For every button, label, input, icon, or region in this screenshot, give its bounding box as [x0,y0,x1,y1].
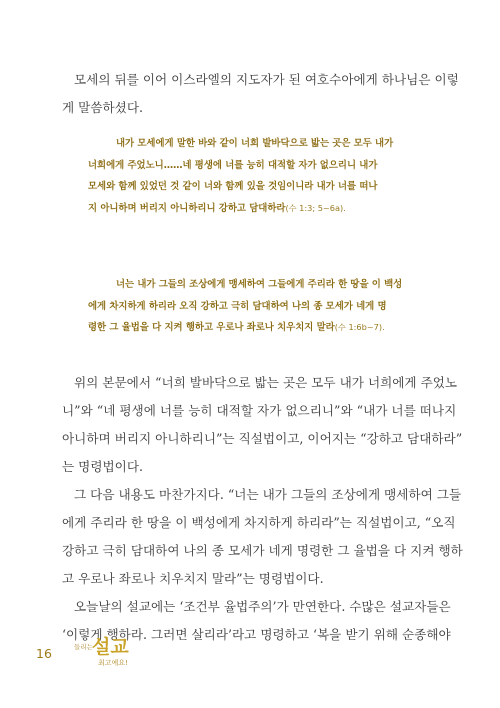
text-line: ‘이렇게 행하라. 그러면 살리라’라고 명령하고 ‘복을 받기 위해 순종해야 [62,627,451,642]
scripture-quote-2 [88,274,428,339]
logo-subtitle-bottom: 최고예요! [98,659,128,667]
intro-paragraph [62,66,459,122]
text-line: 고 우로나 좌로나 치우치지 말라”는 명령법이다. [62,571,324,586]
text-line: 오늘날의 설교에는 ‘조건부 율법주의’가 만연한다. 수많은 설교자들은 [74,599,451,614]
text-line: 위의 본문에서 “너희 발바닥으로 밟는 곳은 모두 내가 너희에게 주었노 [74,375,458,390]
book-logo [74,632,154,676]
quote-text: 지 아니하며 버리지 아니하리니 강하고 담대하라 [88,202,286,214]
page-number: 16 [36,646,52,661]
text-line: 아니하며 버리지 아니하리니”는 직설법이고, 이어지는 “강하고 담대하라” [62,431,463,446]
quote-line: 너희에게 주었노니……네 평생에 너를 능히 대적할 자가 없으리니 내가 [88,159,378,171]
text-line: 에게 주리라 한 땅을 이 백성에게 차지하게 하리라”는 직설법이고, “오직 [62,515,456,530]
scripture-quote-1 [88,133,428,219]
logo-subtitle-top: 들리는 [74,643,93,651]
quote-line: 모세와 함께 있었던 것 같이 너와 함께 있을 것임이니라 내가 너를 떠나 [88,181,378,192]
text-line: 모세의 뒤를 이어 이스라엘의 지도자가 된 여호수아에게 하나님은 이렇 [74,72,459,87]
text-line: 그 다음 내용도 마찬가지다. “너는 내가 그들의 조상에게 맹세하여 그들 [74,487,462,502]
analysis-paragraph-2 [62,481,463,593]
text-line: 는 명령법이다. [62,459,143,474]
quote-line: 내가 모세에게 말한 바와 같이 너희 발바닥으로 밟는 곳은 모두 내가 [116,138,394,149]
text-line: 강하고 극히 담대하여 나의 종 모세가 네게 명령한 그 율법을 다 지켜 행하 [62,543,463,558]
scripture-reference: (수 1:6b~7). [334,322,385,332]
logo-title: 설교 [92,636,129,658]
quote-line: 너는 내가 그들의 조상에게 맹세하여 그들에게 주리라 한 땅을 이 백성 [116,279,403,290]
scripture-reference: (수 1:3; 5~6a). [285,202,346,213]
quote-text: 령한 그 율법을 다 지켜 행하고 우로나 좌로나 치우치지 말라 [88,322,335,333]
quote-line [88,198,428,220]
text-line: 니”와 “네 평생에 너를 능히 대적할 자가 없으리니”와 “내가 너를 떠나지 [62,403,457,418]
analysis-paragraph-1 [62,369,463,481]
quote-line [88,317,428,339]
quote-line: 에게 차지하게 하리라 오직 강하고 극히 담대하여 나의 종 모세가 네게 명 [88,300,387,312]
text-line: 게 말씀하셨다. [62,100,143,115]
